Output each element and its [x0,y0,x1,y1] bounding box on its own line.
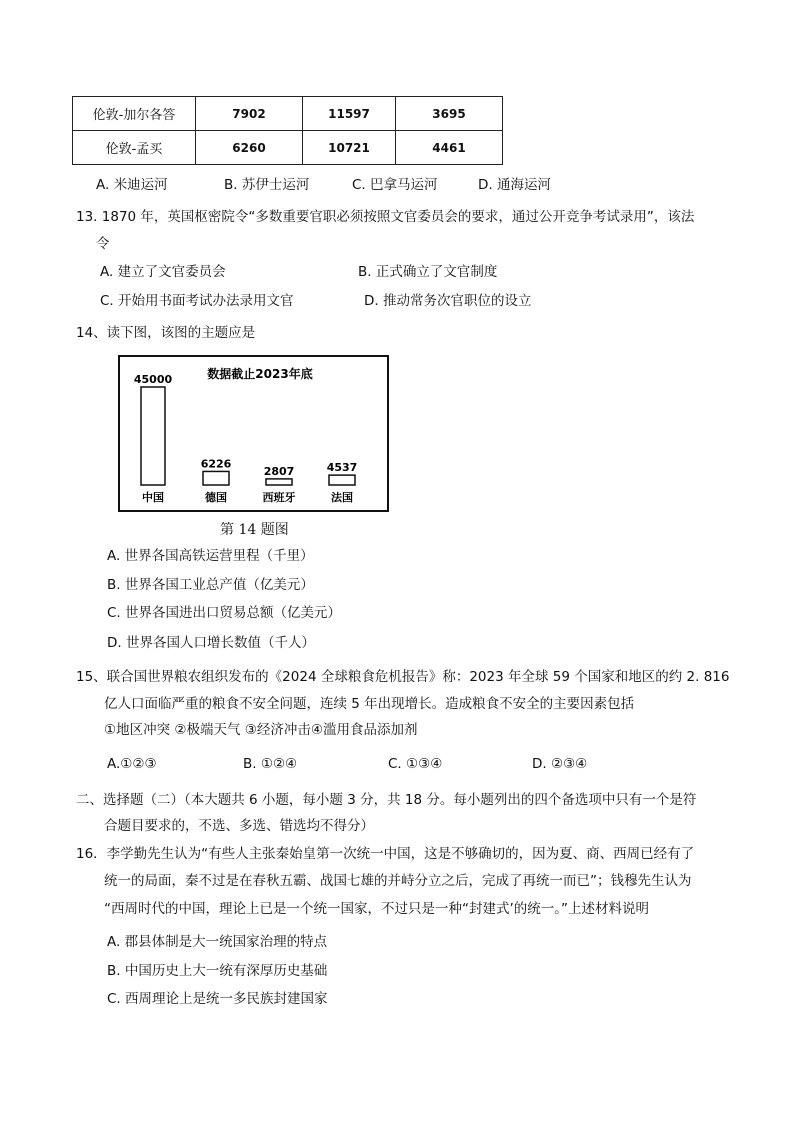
q14-bar-chart-svg [118,355,390,515]
table-row [73,97,503,131]
q13-stem-line1: 13. 1870 年，英国枢密院令“多数重要官职必须按照文官委员会的要求，通过公开竞争考试录用”，该法 [76,209,695,225]
chart-bar [266,479,292,485]
q16-option-a[interactable]: A. 郡县体制是大一统国家治理的特点 [107,934,328,950]
q13-option-a[interactable]: A. 建立了文官委员会 [100,264,226,280]
q12-option-a[interactable]: A. 米迪运河 [96,177,168,193]
q12-option-d[interactable]: D. 通海运河 [478,177,551,193]
q14-option-b[interactable]: B. 世界各国工业总产值（亿美元） [107,577,314,593]
table-cell: 7902 [196,97,303,131]
q16-stem-line2: 统一的局面，秦不过是在春秋五霸、战国七雄的并峙分立之后，完成了再统一而已”；钱穆先生认为 [104,873,692,889]
q13-option-d[interactable]: D. 推动常务次官职位的设立 [364,293,532,309]
q13-stem-line2: 令 [96,236,110,252]
chart-bar [329,475,355,485]
table-cell: 4461 [396,131,503,165]
section2-heading-line1: 二、选择题（二）（本大题共 6 小题，每小题 3 分，共 18 分。每小题列出的四个备选项中只有一个是符 [76,792,697,808]
table-cell-route: 伦敦-孟买 [73,131,196,165]
q13-option-b[interactable]: B. 正式确立了文官制度 [358,264,498,280]
distance-table [72,96,503,165]
q14-figure-caption: 第 14 题图 [220,522,289,538]
q14-option-a[interactable]: A. 世界各国高铁运营里程（千里） [107,548,314,564]
table-row [73,131,503,165]
chart-category-label: 德国 [205,491,227,504]
q16-stem-line3: “西周时代的中国，理论上已是一个统一国家，不过只是一种“封建式’的统一。”上述材料说明 [104,901,650,917]
q12-option-b[interactable]: B. 苏伊士运河 [224,177,310,193]
chart-category-label: 中国 [142,491,164,504]
q16-stem-line1: 16．李学勤先生认为“有些人主张秦始皇第一次统一中国，这是不够确切的，因为夏、商、西周已经有了 [76,846,695,862]
chart-category-label: 西班牙 [262,491,296,504]
q14-bar-chart [118,355,390,515]
chart-bar [141,387,165,485]
q16-option-c[interactable]: C. 西周理论上是统一多民族封建国家 [107,991,328,1007]
q15-stem-line2: 亿人口面临严重的粮食不安全问题，连续 5 年出现增长。造成粮食不安全的主要因素包括 [104,696,635,712]
chart-data-label: 2807 [263,464,295,478]
table-cell: 10721 [303,131,396,165]
table-cell: 11597 [303,97,396,131]
q15-items: ①地区冲突 ②极端天气 ③经济冲击④滥用食品添加剂 [104,722,418,738]
q14-option-d[interactable]: D. 世界各国人口增长数值（千人） [107,635,315,651]
chart-bar [203,471,229,485]
q16-option-b[interactable]: B. 中国历史上大一统有深厚历史基础 [107,963,328,979]
chart-category-label: 法国 [331,491,353,504]
q15-option-c[interactable]: C. ①③④ [388,756,443,772]
q15-option-a[interactable]: A.①②③ [107,756,157,772]
table-cell-route: 伦敦-加尔各答 [73,97,196,131]
q12-option-c[interactable]: C. 巴拿马运河 [352,177,438,193]
q15-option-d[interactable]: D. ②③④ [532,756,588,772]
table-cell: 6260 [196,131,303,165]
chart-data-label: 45000 [133,373,173,386]
chart-title: 数据截止2023年底 [207,367,313,381]
chart-data-label: 6226 [200,457,232,471]
q13-option-c[interactable]: C. 开始用书面考试办法录用文官 [100,293,294,309]
chart-data-label: 4537 [326,461,358,475]
section2-heading-line2: 合题目要求的，不选、多选、错选均不得分） [104,818,374,834]
q15-option-b[interactable]: B. ①②④ [243,756,298,772]
q14-stem: 14、读下图，该图的主题应是 [76,325,256,341]
q14-option-c[interactable]: C. 世界各国进出口贸易总额（亿美元） [107,605,342,621]
table-cell: 3695 [396,97,503,131]
q15-stem-line1: 15、联合国世界粮农组织发布的《2024 全球粮食危机报告》称：2023 年全球 59 个国家和地区的约 2. 816 [76,669,730,685]
